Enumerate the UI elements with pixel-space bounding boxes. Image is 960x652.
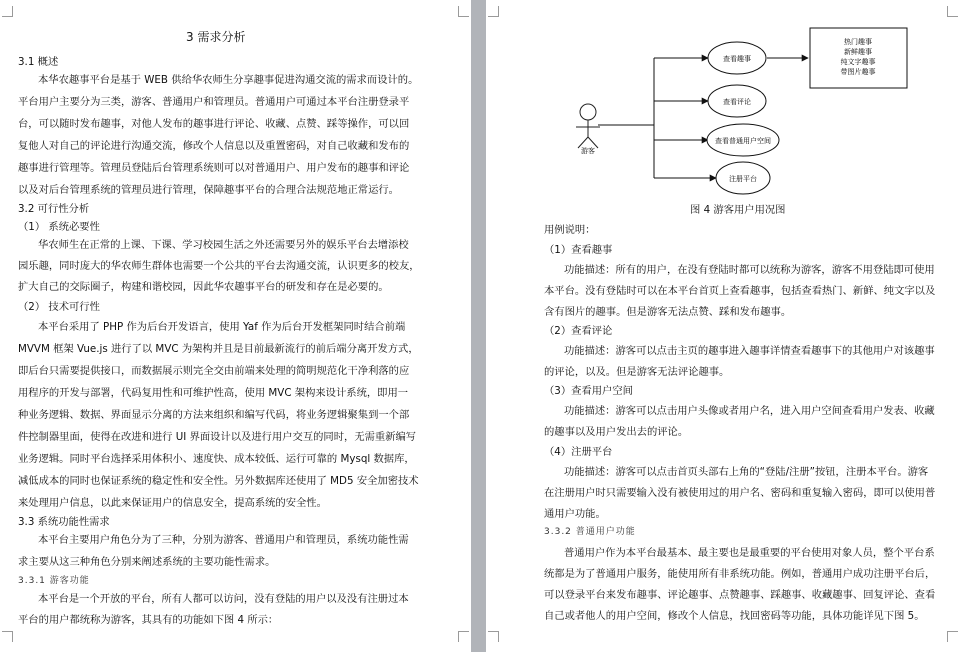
paragraph-line: 复他人对自己的评论进行沟通交流，修改个人信息以及重置密码，对自己收藏和发布的 <box>18 140 410 152</box>
paragraph-line: 本平台采用了 PHP 作为后台开发语言，使用 Yaf 作为后台开发框架同时结合前端 <box>38 321 406 333</box>
paragraph-line: 平台用户主要分为三类，游客、普通用户和管理员。普通用户可通过本平台注册登录平 <box>18 96 410 108</box>
section-heading-3-2: 3.2 可行性分析 <box>18 203 90 215</box>
paragraph-line: 种业务逻辑、数据、界面显示分离的方法来组织和编写代码，将业务逻辑聚集到一个部 <box>18 409 410 421</box>
use-case-label: 查看普通用户空间 <box>715 137 771 145</box>
paragraph-line: 可以登录平台来发布趣事、评论趣事、点赞趣事、踩趣事、收藏趣事、回复评论、查看 <box>544 589 936 601</box>
page-corner-mark <box>2 631 13 642</box>
paragraph-line: 本平台主要用户角色分为了三种，分别为游客、普通用户和管理员，系统功能性需 <box>38 534 409 546</box>
paragraph-line: 减低成本的同时也保证系统的稳定性和安全性。另外数据库还使用了 MD5 安全加密技术 <box>18 475 419 487</box>
page-corner-mark <box>458 6 469 17</box>
paragraph-line: 件控制器里面，使得在改进和进行 UI 界面设计以及进行用户交互的同时，无需重新编写 <box>18 431 417 443</box>
item-heading: （1）查看趣事 <box>544 244 613 256</box>
paragraph-line: MVVM 框架 Vue.js 进行了以 MVC 为架构并且是目前最新流行的前后端分离开发方式， <box>18 343 419 355</box>
use-case-label: 查看评论 <box>723 98 751 106</box>
actor-figure <box>576 104 600 148</box>
chapter-title: 3 需求分析 <box>186 30 246 44</box>
note-line: 热门趣事 <box>844 38 872 46</box>
page-corner-mark <box>488 631 499 642</box>
document-page-right <box>486 0 960 652</box>
paragraph-line: 统都是为了普通用户服务，能使用所有非系统功能。例如，普通用户成功注册平台后， <box>544 568 936 580</box>
paragraph-line: 的评论，以及。但是游客无法评论趣事。 <box>544 366 730 378</box>
paragraph-line: 平台的用户都统称为游客，其具有的功能如下图 4 所示： <box>18 614 279 626</box>
paragraph-line: 趣事进行管理等。管理员登陆后台管理系统则可以对普通用户、用户发布的趣事和评论 <box>18 162 410 174</box>
paragraph-line: 华农师生在正常的上课、下课、学习校园生活之外还需要另外的娱乐平台去增添校 <box>38 239 409 251</box>
paragraph-line: 功能描述：游客可以点击主页的趣事进入趣事详情查看趣事下的其他用户对该趣事 <box>564 345 935 357</box>
paragraph-line: 通用户功能。 <box>544 508 606 520</box>
use-case-diagram <box>486 0 960 200</box>
page-corner-mark <box>2 6 13 17</box>
section-heading-3-3: 3.3 系统功能性需求 <box>18 516 110 528</box>
paragraph-line: 用程序的开发与部署，代码复用性和可维护性高，使用 MVC 架构来设计系统，即用一 <box>18 387 409 399</box>
paragraph-line: 园乐趣，同时庞大的华农师生群体也需要一个公共的平台去沟通交流，认识更多的校友， <box>18 260 420 272</box>
usage-title: 用例说明： <box>544 224 596 236</box>
paragraph-line: 求主要从这三种角色分别来阐述系统的主要功能性需求。 <box>18 556 276 568</box>
paragraph-line: 以及对后台管理系统的管理员进行管理，保障趣事平台的合理合法规范地正常运行。 <box>18 184 399 196</box>
paragraph-line: 功能描述：游客可以点击用户头像或者用户名，进入用户空间查看用户发表、收藏 <box>564 405 935 417</box>
association-lines <box>598 58 808 178</box>
item-heading: （3）查看用户空间 <box>544 385 633 397</box>
document-page-left <box>0 0 471 652</box>
note-line: 带图片趣事 <box>840 68 876 76</box>
figure-caption: 图 4 游客用户用况图 <box>690 204 786 216</box>
subsection-heading-3-3-2: 3.3.2 普通用户功能 <box>544 527 636 537</box>
paragraph-line: 在注册用户时只需要输入没有被使用过的用户名、密码和重复输入密码，即可以使用普 <box>544 487 936 499</box>
section-heading-3-1: 3.1 概述 <box>18 56 59 68</box>
subsection-heading-3-3-1: 3.3.1 游客功能 <box>18 576 90 586</box>
item-heading: （2） 技术可行性 <box>18 301 100 313</box>
note-line: 新鲜趣事 <box>844 48 872 56</box>
note-line: 纯文字趣事 <box>840 58 876 66</box>
paragraph-line: 即后台只需要提供接口，而数据展示则完全交由前端来处理的简明规范化干净利落的应 <box>18 365 410 377</box>
paragraph-line: 功能描述：游客可以点击首页头部右上角的“登陆/注册”按钮，注册本平台。游客 <box>564 466 929 478</box>
paragraph-line: 本平台是一个开放的平台，所有人都可以访问，没有登陆的用户以及没有注册过本 <box>38 593 409 605</box>
paragraph-line: 的趣事以及用户发出去的评论。 <box>544 426 689 438</box>
item-heading: （2）查看评论 <box>544 325 613 337</box>
item-heading: （1） 系统必要性 <box>18 221 100 233</box>
page-gap <box>471 0 486 652</box>
paragraph-line: 含有图片的趣事。但是游客无法点赞、踩和发布趣事。 <box>544 306 792 318</box>
item-heading: （4）注册平台 <box>544 446 613 458</box>
use-case-label: 查看趣事 <box>723 55 751 63</box>
paragraph-line: 台，可以随时发布趣事，对他人发布的趣事进行评论、收藏、点赞、踩等操作，可以回 <box>18 118 410 130</box>
paragraph-line: 普通用户作为本平台最基本、最主要也是最重要的平台使用对象人员，整个平台系 <box>564 547 935 559</box>
paragraph-line: 业务逻辑。同时平台选择采用体积小、速度快、成本较低、运行可靠的 Mysql 数据库， <box>18 453 415 465</box>
page-corner-mark <box>458 631 469 642</box>
paragraph-line: 本平台。没有登陆时可以在本平台首页上查看趣事，包括查看热门、新鲜、纯文字以及 <box>544 285 936 297</box>
paragraph-line: 本华农趣事平台是基于 WEB 供给华农师生分享趣事促进沟通交流的需求而设计的。 <box>38 74 419 86</box>
paragraph-line: 功能描述：所有的用户，在没有登陆时都可以统称为游客，游客不用登陆即可使用 <box>564 264 935 276</box>
actor-label: 游客 <box>581 147 595 155</box>
paragraph-line: 扩大自己的交际圈子，构建和谐校园，因此华农趣事平台的研发和存在是必要的。 <box>18 281 389 293</box>
paragraph-line: 自己或者他人的用户空间，修改个人信息，找回密码等功能，具体功能详见下图 5。 <box>544 610 925 622</box>
page-corner-mark <box>947 631 958 642</box>
use-case-label: 注册平台 <box>729 175 757 183</box>
paragraph-line: 来处理用户信息，以此来保证用户的信息安全，提高系统的安全性。 <box>18 497 327 509</box>
